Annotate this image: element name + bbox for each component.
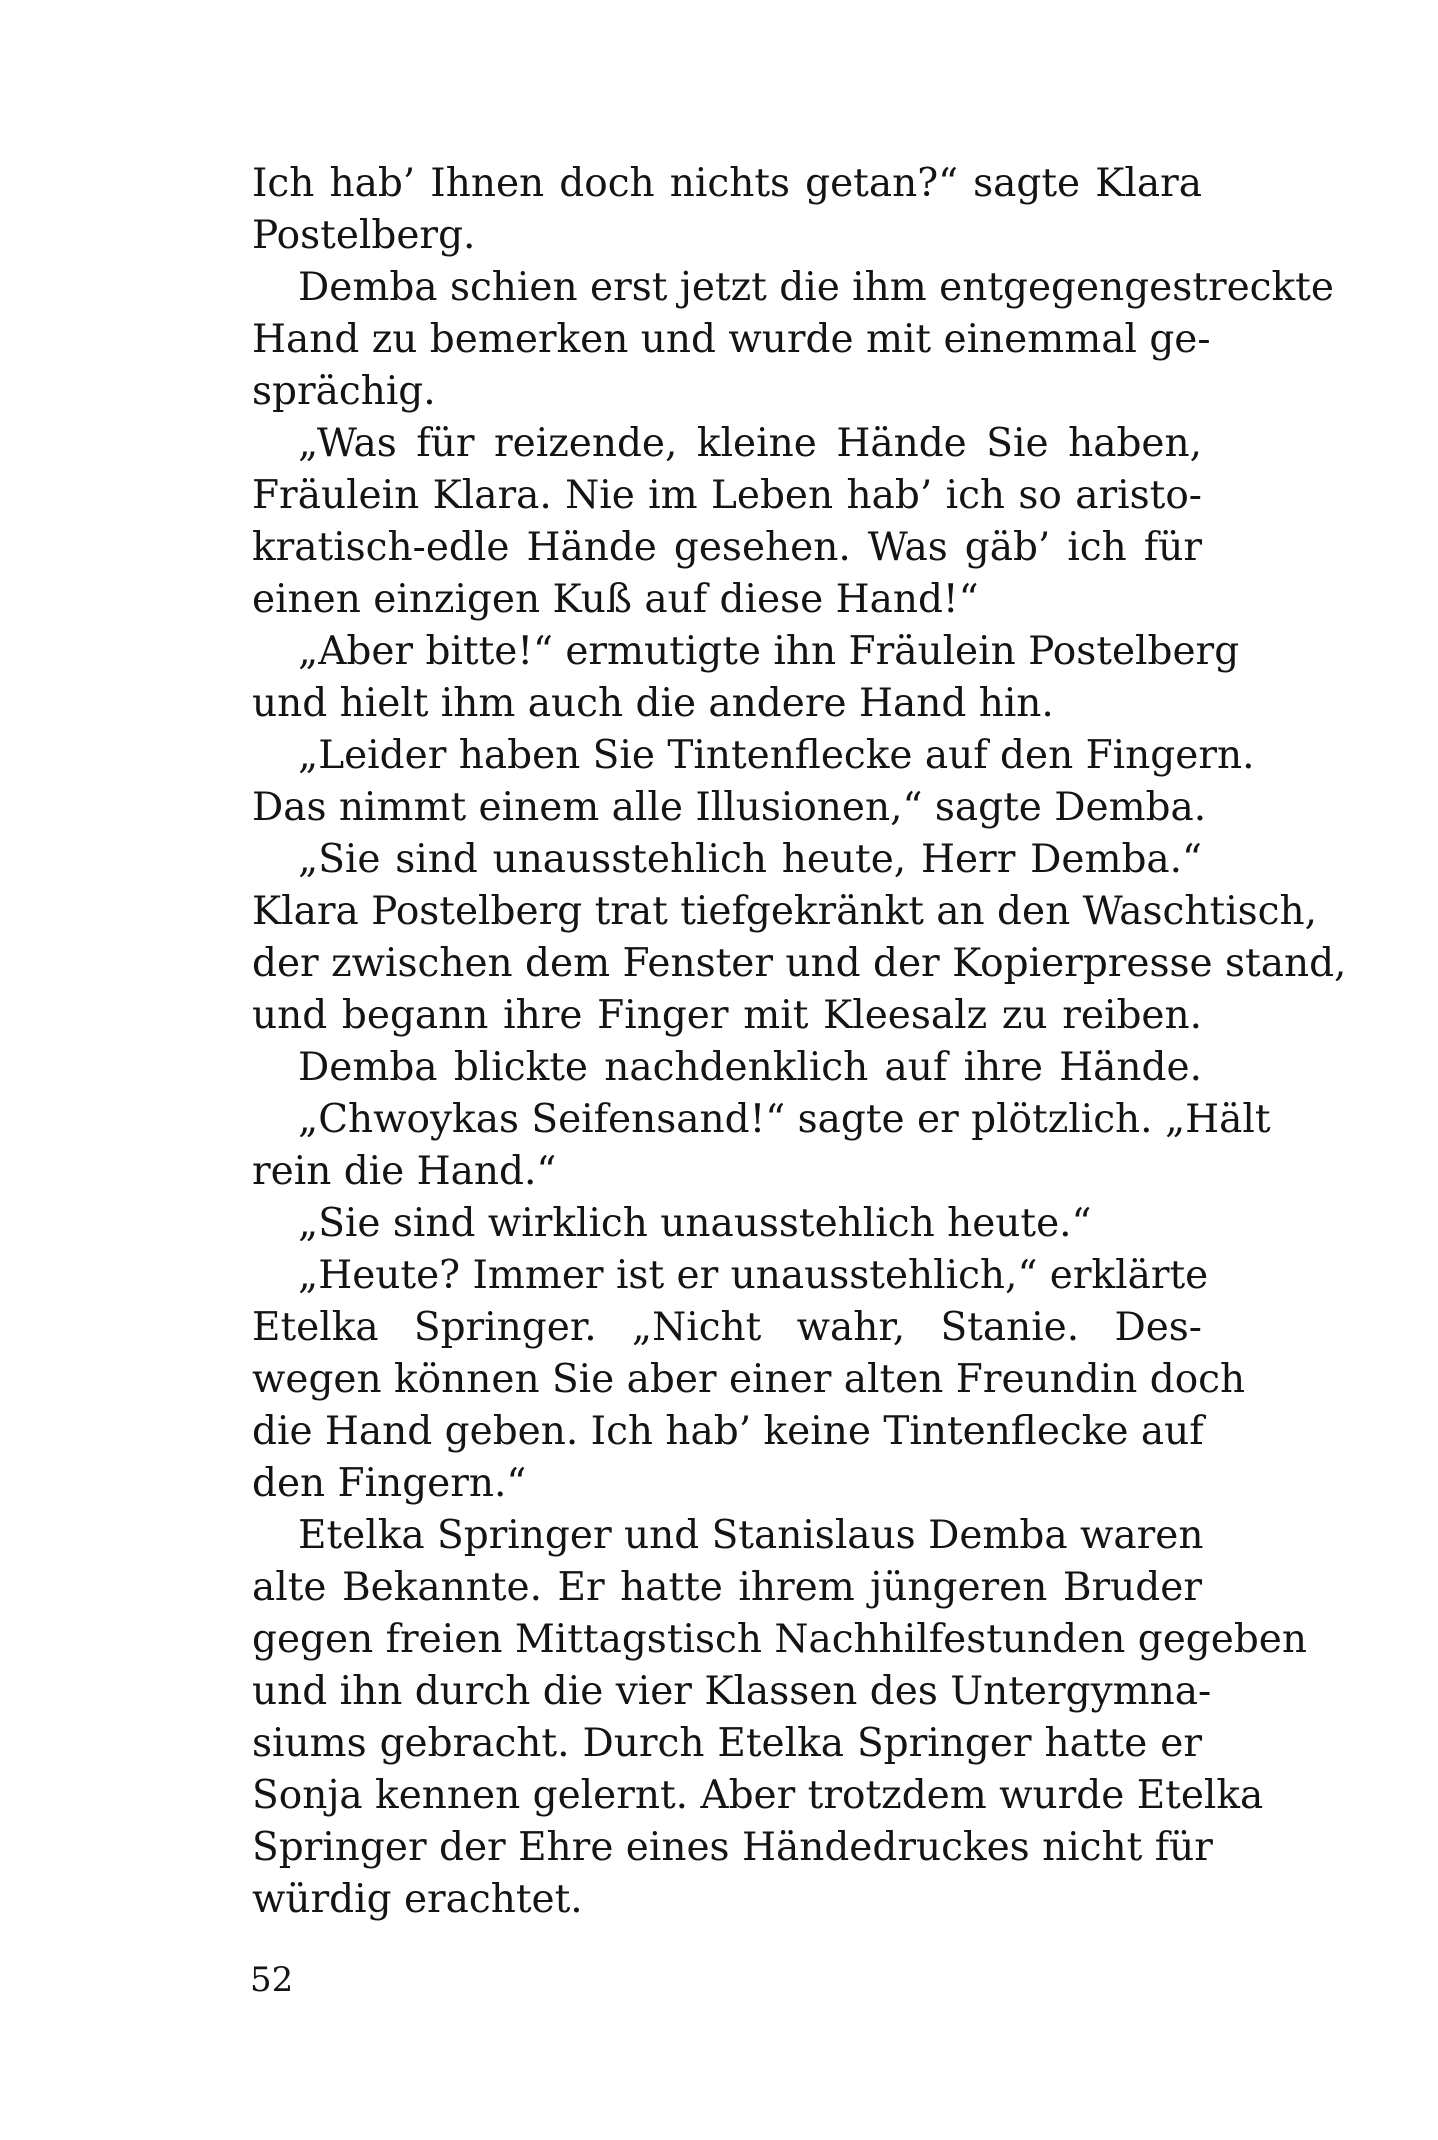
text-line: „Aber bitte!“ ermutigte ihn Fräulein Postelberg: [298, 629, 1240, 674]
text-line: „Sie sind unausstehlich heute, Herr Demba.“: [298, 837, 1202, 882]
text-line: Etelka Springer. „Nicht wahr, Stanie. Des-: [252, 1305, 1202, 1350]
page-number: 52: [250, 1960, 294, 2000]
text-line: „Leider haben Sie Tintenflecke auf den Fingern.: [298, 733, 1255, 778]
text-line: Demba schien erst jetzt die ihm entgegengestreckte: [298, 265, 1334, 310]
text-line: Etelka Springer und Stanislaus Demba waren: [298, 1513, 1204, 1558]
text-line: „Was für reizende, kleine Hände Sie haben,: [298, 421, 1202, 466]
text-line: Springer der Ehre eines Händedruckes nicht für: [252, 1825, 1213, 1870]
text-line: Das nimmt einem alle Illusionen,“ sagte Demba.: [252, 785, 1207, 830]
text-line: kratisch-edle Hände gesehen. Was gäb’ ich für: [252, 525, 1202, 570]
text-line: „Chwoykas Seifensand!“ sagte er plötzlich. „Hält: [298, 1097, 1271, 1142]
text-line: und ihn durch die vier Klassen des Untergymna-: [252, 1669, 1212, 1714]
text-line: Fräulein Klara. Nie im Leben hab’ ich so aristo-: [252, 473, 1202, 518]
text-line: und hielt ihm auch die andere Hand hin.: [252, 681, 1054, 726]
text-line: einen einzigen Kuß auf diese Hand!“: [252, 577, 979, 622]
text-line: Klara Postelberg trat tiefgekränkt an den Waschtisch,: [252, 889, 1318, 934]
text-line: Demba blickte nachdenklich auf ihre Hände.: [298, 1045, 1202, 1090]
text-line: der zwischen dem Fenster und der Kopierpresse stand,: [252, 941, 1347, 986]
text-line: und begann ihre Finger mit Kleesalz zu reiben.: [252, 993, 1202, 1038]
text-line: Ich hab’ Ihnen doch nichts getan?“ sagte Klara: [252, 161, 1202, 206]
text-line: gegen freien Mittagstisch Nachhilfestunden gegeben: [252, 1617, 1307, 1662]
text-line: „Sie sind wirklich unausstehlich heute.“: [298, 1201, 1092, 1246]
text-line: Hand zu bemerken und wurde mit einemmal ge-: [252, 317, 1211, 362]
text-line: die Hand geben. Ich hab’ keine Tintenflecke auf: [252, 1409, 1204, 1454]
text-line: sprächig.: [252, 369, 436, 414]
text-line: Sonja kennen gelernt. Aber trotzdem wurde Etelka: [252, 1773, 1264, 1818]
text-line: würdig erachtet.: [252, 1877, 583, 1922]
text-line: „Heute? Immer ist er unausstehlich,“ erklärte: [298, 1253, 1209, 1298]
text-line: den Fingern.“: [252, 1461, 527, 1506]
text-line: rein die Hand.“: [252, 1149, 557, 1194]
text-line: wegen können Sie aber einer alten Freundin doch: [252, 1357, 1246, 1402]
text-line: siums gebracht. Durch Etelka Springer hatte er: [252, 1721, 1202, 1766]
text-line: Postelberg.: [252, 213, 476, 258]
text-line: alte Bekannte. Er hatte ihrem jüngeren Bruder: [252, 1565, 1202, 1610]
body-text: [252, 158, 1347, 1926]
